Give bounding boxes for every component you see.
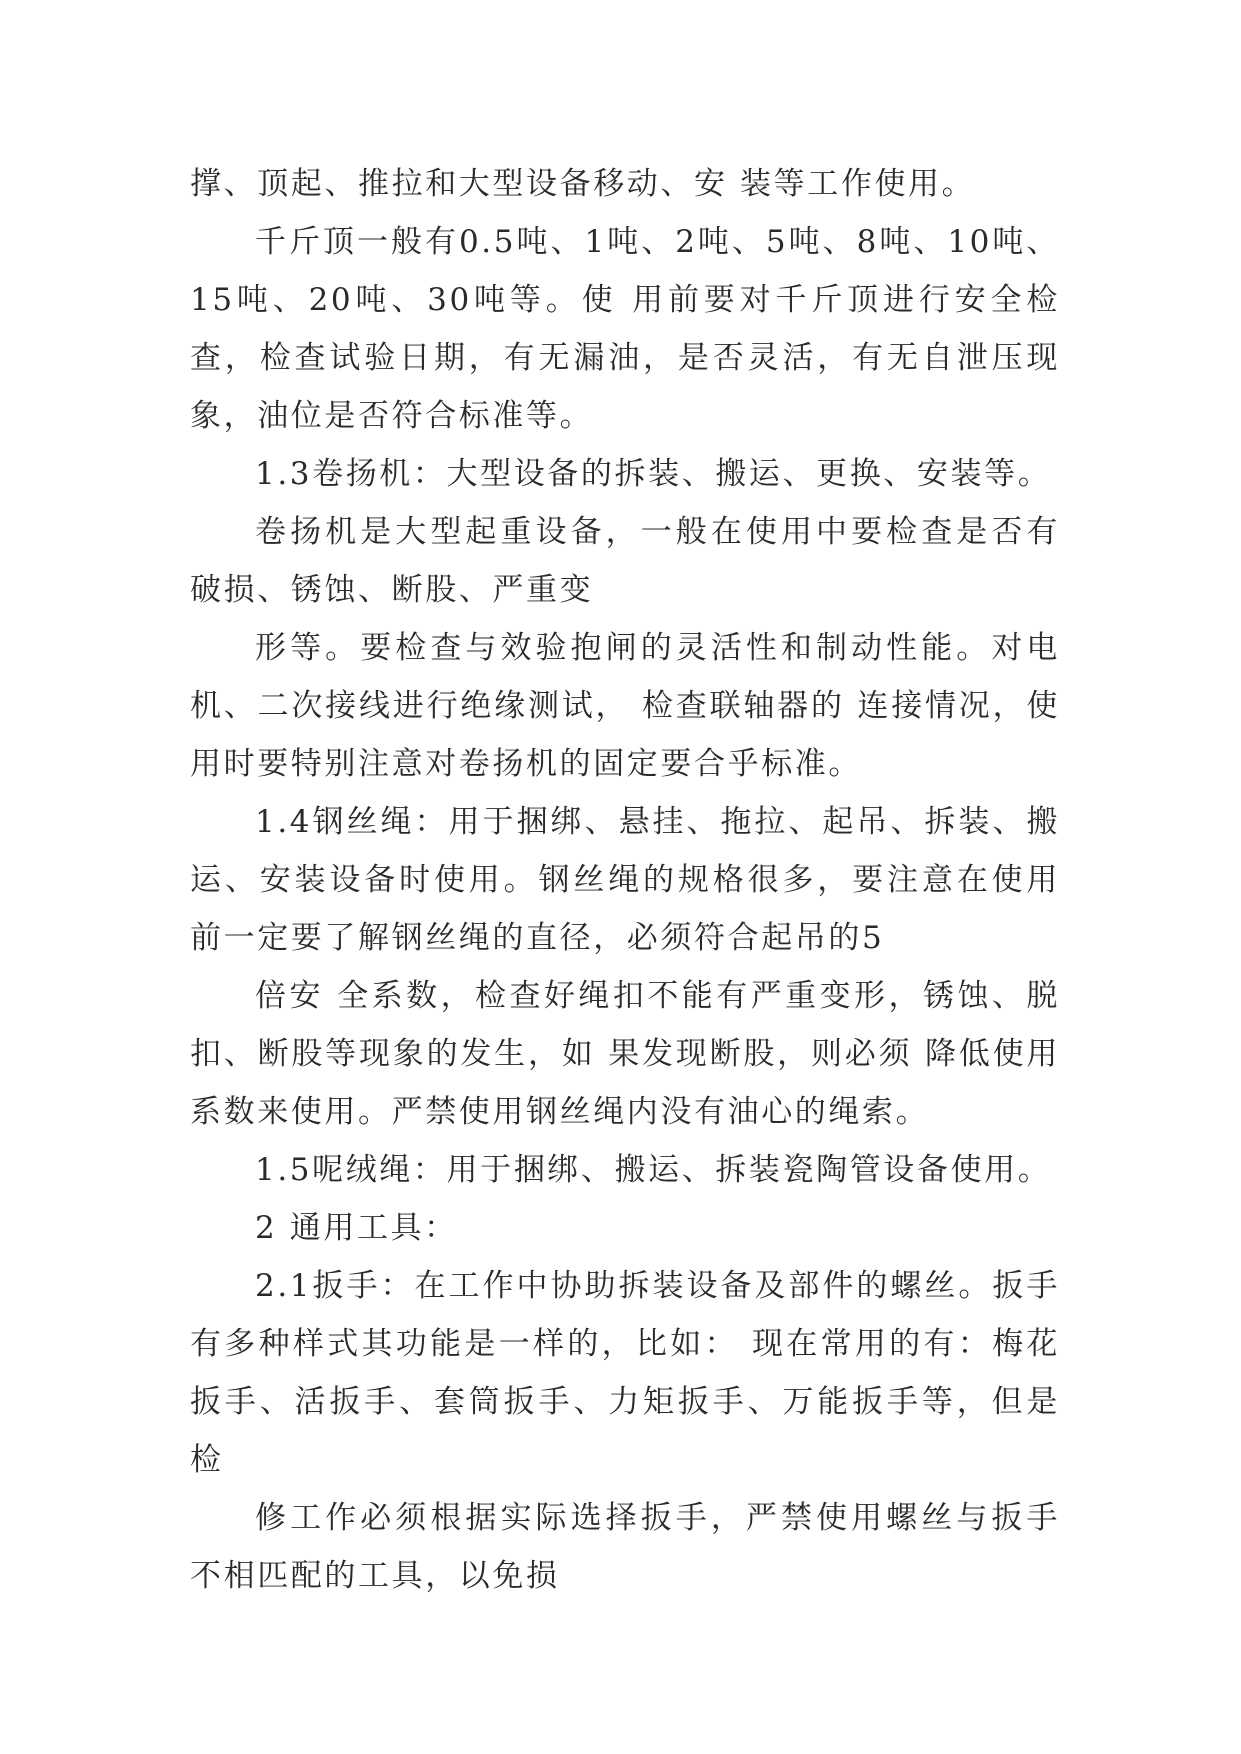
paragraph-10: 2.1扳手：在工作中协助拆装设备及部件的螺丝。扳手有多种样式其功能是一样的，比如： 现在常用的有：梅花扳手、活扳手、套筒扳手、力矩扳手、万能扳手等，但是检 [190, 1268, 1060, 1478]
paragraph-6: 1.4钢丝绳：用于捆绑、悬挂、拖拉、起吊、拆装、搬运、安装设备时使用。钢丝绳的规格很多，要注意在使用前一定要了解钢丝绳的直径，必须符合起吊的5 [190, 804, 1060, 956]
document-body [190, 155, 1060, 1605]
paragraph-2: 千斤顶一般有0.5吨、1吨、2吨、5吨、8吨、10吨、15吨、20吨、30吨等。使 用前要对千斤顶进行安全检查，检查试验日期，有无漏油，是否灵活，有无自泄压现 象，油位是否符合标准等。 [190, 224, 1060, 434]
paragraph-5: 形等。要检查与效验抱闸的灵活性和制动性能。对电机、二次接线进行绝缘测试， 检查联轴器的 连接情况，使用时要特别注意对卷扬机的固定要合乎标准。 [190, 630, 1060, 782]
paragraph-3: 1.3卷扬机：大型设备的拆装、搬运、更换、安装等。 [255, 456, 1052, 492]
paragraph-11: 修工作必须根据实际选择扳手，严禁使用螺丝与扳手不相匹配的工具，以免损 [190, 1500, 1060, 1594]
paragraph-8: 1.5呢绒绳：用于捆绑、搬运、拆装瓷陶管设备使用。 [255, 1152, 1052, 1188]
paragraph-7: 倍安 全系数，检查好绳扣不能有严重变形，锈蚀、脱扣、断股等现象的发生，如 果发现断股，则必须 降低使用系数来使用。严禁使用钢丝绳内没有油心的绳索。 [190, 978, 1060, 1130]
paragraph-9: 2 通用工具： [255, 1210, 458, 1246]
paragraph-1: 撑、顶起、推拉和大型设备移动、安 装等工作使用。 [190, 166, 976, 202]
paragraph-4: 卷扬机是大型起重设备，一般在使用中要检查是否有破损、锈蚀、断股、严重变 [190, 514, 1060, 608]
